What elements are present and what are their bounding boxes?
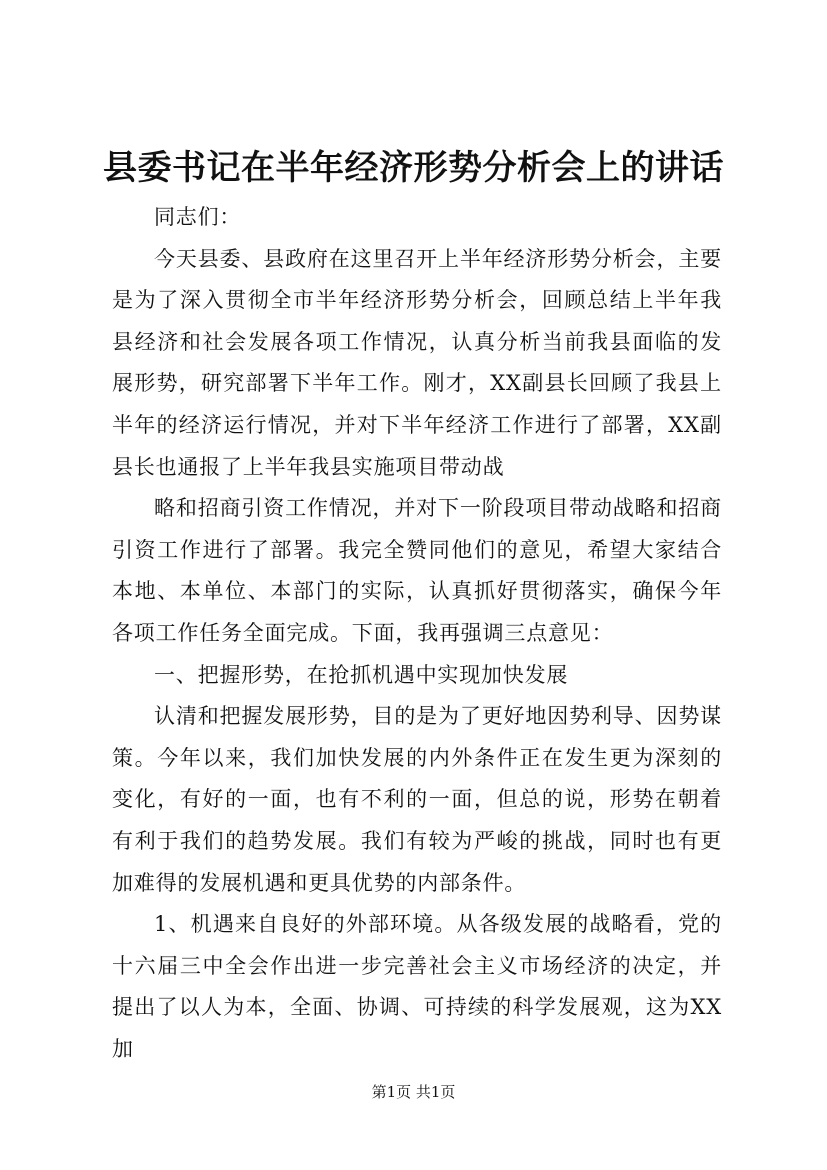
paragraph-intro: 今天县委、县政府在这里召开上半年经济形势分析会，主要是为了深入贯彻全市半年经济形势分析会，回顾总结上半年我县经济和社会发展各项工作情况，认真分析当前我县面临的发展形势，研究部署下半年工作。刚才，XX副县长回顾了我县上半年的经济运行情况，并对下半年经济工作进行了部署，XX副县长也通报了上半年我县实施项目带动战: [112, 246, 722, 479]
document-body: [112, 197, 722, 1070]
paragraph-situation: 认清和把握发展形势，目的是为了更好地因势利导、因势谋策。今年以来，我们加快发展的内外条件正在发生更为深刻的变化，有好的一面，也有不利的一面，但总的说，形势在朝着有利于我们的趋势发展。我们有较为严峻的挑战，同时也有更加难得的发展机遇和更具优势的内部条件。: [112, 704, 722, 895]
document-title: 县委书记在半年经济形势分析会上的讲话: [103, 148, 724, 188]
paragraph-point-1: 1、机遇来自良好的外部环境。从各级发展的战略看，党的十六届三中全会作出进一步完善社会主义市场经济的决定，并提出了以人为本，全面、协调、可持续的科学发展观，这为XX加: [112, 912, 722, 1061]
section-heading-1: 一、把握形势，在抢抓机遇中实现加快发展: [154, 662, 569, 687]
page-footer: 第1页 共1页: [371, 1083, 456, 1101]
paragraph-continuation: 略和招商引资工作情况，并对下一阶段项目带动战略和招商引资工作进行了部署。我完全赞同他们的意见，希望大家结合本地、本单位、本部门的实际，认真抓好贯彻落实，确保今年各项工作任务全面完成。下面，我再强调三点意见：: [112, 496, 722, 645]
paragraph-salutation: 同志们：: [154, 205, 242, 229]
